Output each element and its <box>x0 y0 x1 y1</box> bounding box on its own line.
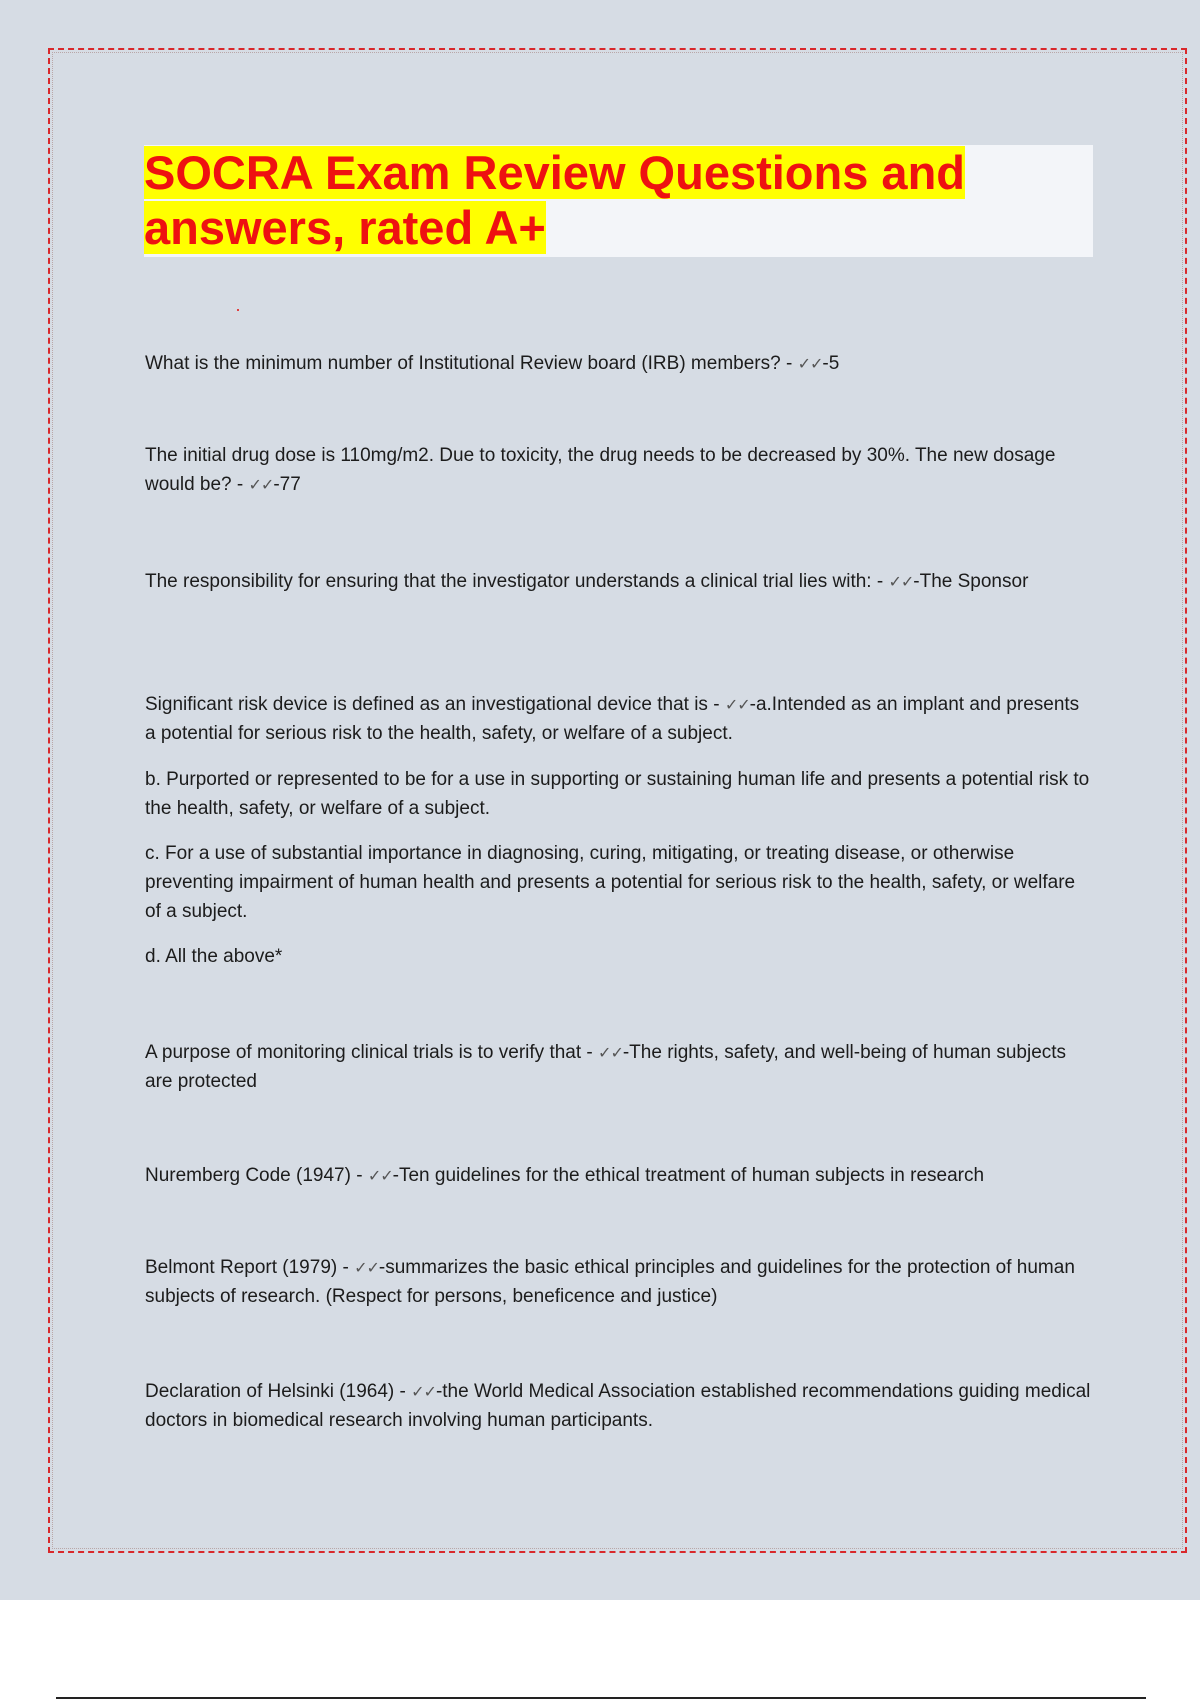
bottom-divider <box>56 1697 1146 1699</box>
qa-item-4-option-b: b. Purported or represented to be for a use in supporting or sustaining human life and presents a potential risk to the health, safety, or welfare of a subject. <box>145 769 1090 819</box>
double-check-icon: ✓✓ <box>411 1382 436 1401</box>
question-text: Belmont Report (1979) - <box>145 1257 355 1278</box>
title-block <box>144 145 1093 257</box>
question-text: Nuremberg Code (1947) - <box>145 1165 368 1186</box>
double-check-icon: ✓✓ <box>724 695 750 714</box>
title-line-2: answers, rated A+ <box>144 201 546 254</box>
double-check-icon: ✓✓ <box>248 475 274 494</box>
qa-item-2 <box>145 441 1095 499</box>
question-text: A purpose of monitoring clinical trials is to verify that - <box>145 1042 599 1063</box>
qa-item-8 <box>145 1377 1095 1435</box>
double-check-icon: ✓✓ <box>888 572 914 591</box>
answer-text: -5 <box>822 353 840 374</box>
double-check-icon: ✓✓ <box>797 354 823 373</box>
title-line-1: SOCRA Exam Review Questions and <box>144 146 965 199</box>
question-text: The initial drug dose is 110mg/m2. Due to toxicity, the drug needs to be decreased by 30%. The new dosage would be? - <box>145 445 1056 495</box>
qa-item-6 <box>145 1161 1095 1190</box>
qa-item-5 <box>145 1038 1095 1096</box>
double-check-icon: ✓✓ <box>367 1166 393 1185</box>
qa-item-1 <box>145 349 1095 378</box>
answer-text: -The rights, safety, and well-being of human subjects are protected <box>145 1042 1067 1092</box>
answer-text: -the World Medical Association established recommendations guiding medical doctors in biomedical research involving human participants. <box>145 1381 1091 1431</box>
double-check-icon: ✓✓ <box>598 1043 623 1062</box>
answer-text: -a.Intended as an implant and presents a potential for serious risk to the health, safety, or welfare of a subject. <box>145 694 1080 744</box>
qa-item-4-option-d: d. All the above* <box>145 946 283 967</box>
question-text: Declaration of Helsinki (1964) - <box>145 1381 412 1402</box>
qa-item-4 <box>145 690 1095 748</box>
answer-text: -The Sponsor <box>913 571 1029 592</box>
document-title <box>144 145 1024 255</box>
double-check-icon: ✓✓ <box>354 1258 379 1277</box>
question-text: Significant risk device is defined as an investigational device that is - <box>145 694 725 715</box>
answer-text: -Ten guidelines for the ethical treatment of human subjects in research <box>392 1165 985 1186</box>
answer-text: -summarizes the basic ethical principles and guidelines for the protection of human subjects of research. (Respect for persons, beneficence and justice) <box>145 1257 1075 1307</box>
question-text: The responsibility for ensuring that the investigator understands a clinical trial lies with: - <box>145 571 889 592</box>
question-text: What is the minimum number of Institutional Review board (IRB) members? - <box>145 353 798 374</box>
qa-item-4-option-c: c. For a use of substantial importance in diagnosing, curing, mitigating, or treating disease, or otherwise preventing impairment of human health and presents a potential for serious risk to the health, safety, or welfare of a subject. <box>145 843 1076 922</box>
stray-dot <box>237 309 239 311</box>
qa-item-3 <box>145 567 1095 596</box>
answer-text: -77 <box>273 474 301 495</box>
qa-item-7 <box>145 1253 1095 1311</box>
